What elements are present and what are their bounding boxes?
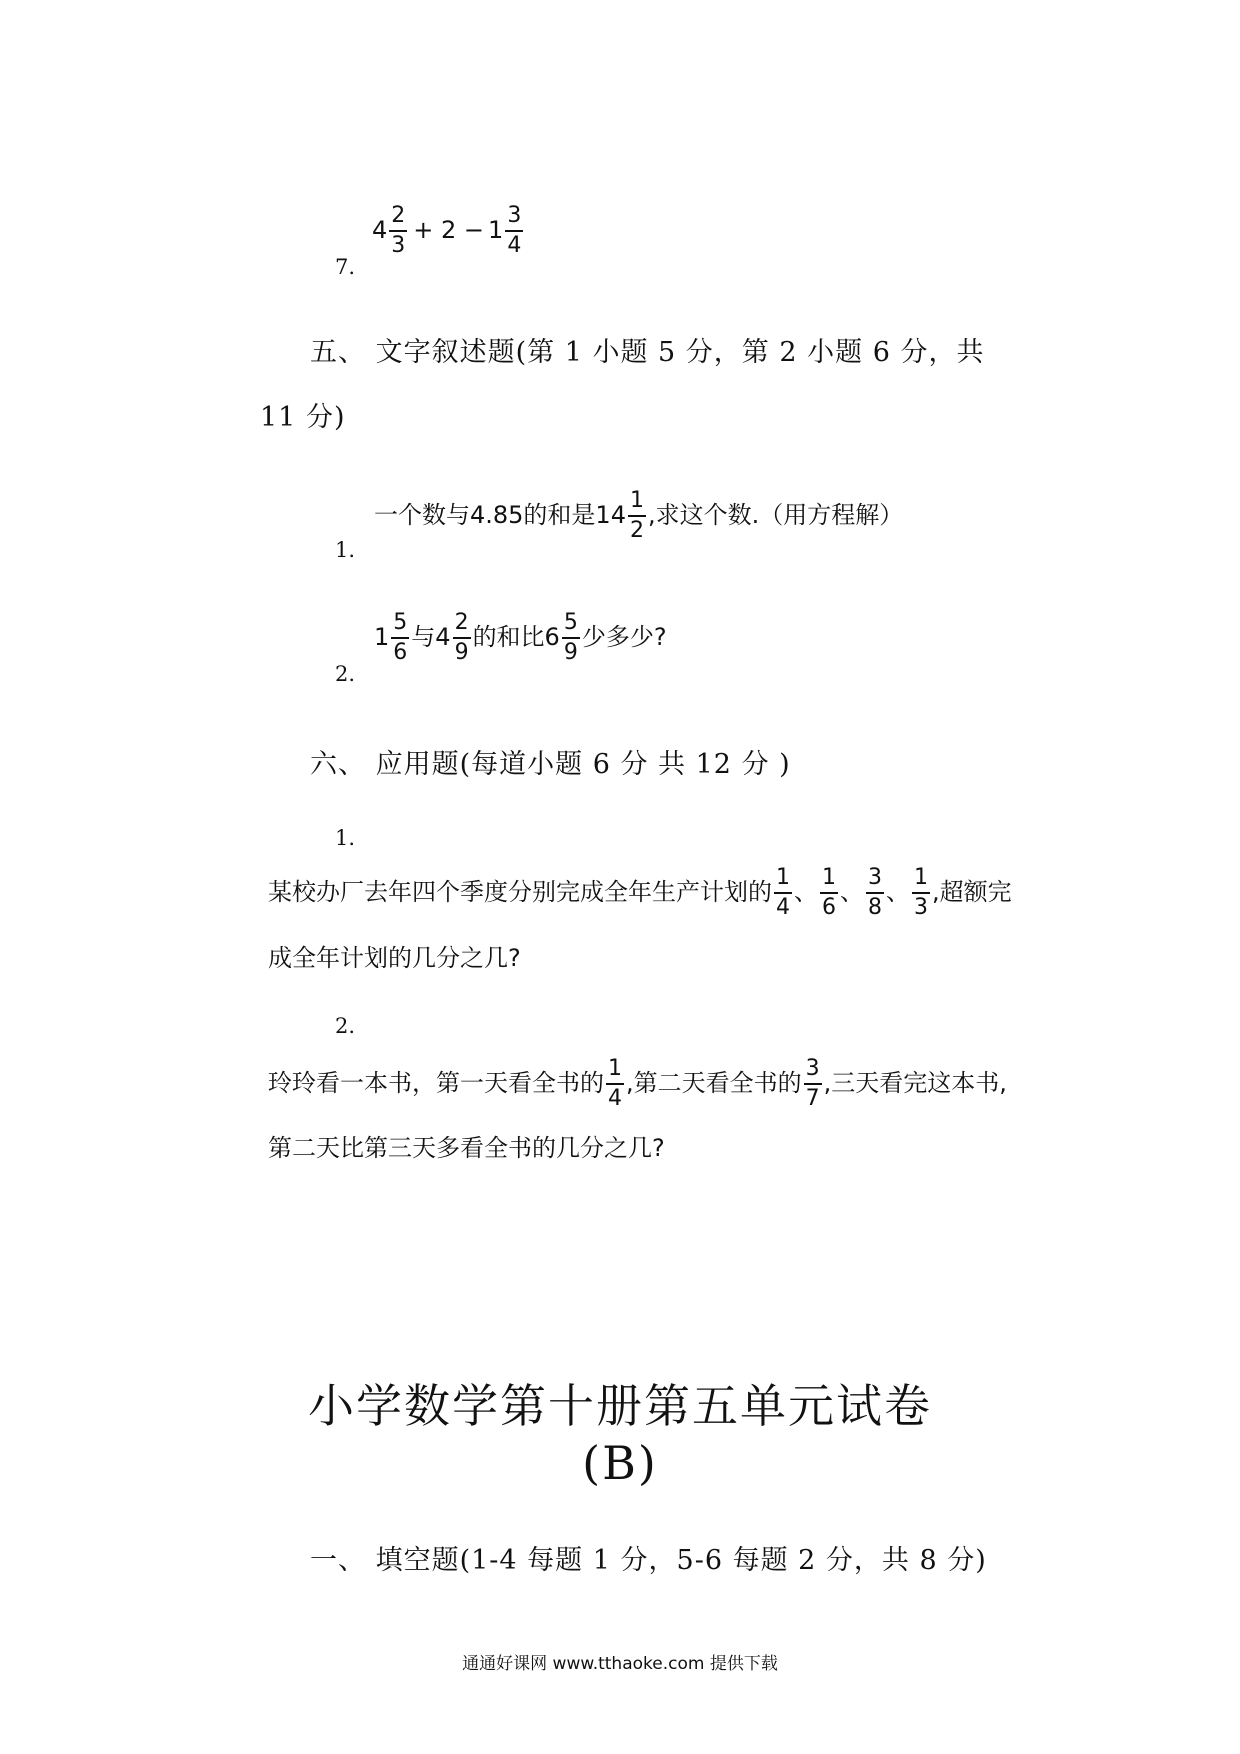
s6-p1-text: 某校办厂去年四个季度分别完成全年生产计划的 $\frac{1}{4}$ 、 $\frac{1}{6}$ 、 $\frac{3}{8}$ 、 $\frac{1}{3}$ ,超额完	[268, 865, 1012, 920]
s6-p2-number: 2.	[335, 1014, 356, 1038]
q7-expression	[372, 205, 525, 257]
page-footer: 通通好课网 www.tthaoke.com 提供下载	[462, 1654, 778, 1674]
s5-p2-fraction-3: $\frac{5}{9}$	[563, 610, 578, 665]
s5-p2-text: 1 $\frac{5}{6}$ 与4 $\frac{2}{9}$ 的和比6 $\frac{5}{9}$ 少多少?	[374, 610, 667, 665]
q7-whole2: 1	[488, 216, 504, 244]
s6-p1-line2: 成全年计划的几分之几?	[268, 944, 521, 972]
test-title-line1: 小学数学第十册第五单元试卷	[308, 1379, 932, 1433]
s5-p1-text: 一个数与4.85的和是14 $\frac{1}{2}$ ,求这个数.（用方程解）	[374, 488, 904, 543]
s5-p2-fraction-1: $\frac{5}{6}$	[393, 610, 408, 665]
s6-p2-text: 玲玲看一本书，第一天看全书的 $\frac{1}{4}$ ,第二天看全书的 $\frac{3}{7}$ ,三天看完这本书,	[268, 1056, 1007, 1111]
test-title-line2: (B)	[582, 1436, 658, 1490]
s6-p1-fraction-1: $\frac{1}{4}$	[776, 865, 790, 920]
s5-p2-number: 2.	[335, 662, 356, 686]
s5-p2-fraction-2: $\frac{2}{9}$	[454, 610, 469, 665]
s6-p1-number: 1.	[335, 826, 356, 850]
q7-whole1: 4	[372, 216, 388, 244]
s5-p1-number: 1.	[335, 538, 356, 562]
q7-operators: + 2 −	[413, 216, 485, 244]
q7-number: 7.	[335, 255, 356, 279]
section1-heading: 一、 填空题(1-4 每题 1 分，5-6 每题 2 分，共 8 分)	[310, 1545, 987, 1576]
s6-p2-line2: 第二天比第三天多看全书的几分之几?	[268, 1134, 665, 1162]
s6-p2-fraction-2: $\frac{3}{7}$	[805, 1056, 820, 1111]
q7-fraction-1: $\frac{2}{3}$	[391, 203, 406, 258]
section5-heading-line1: 五、 文字叙述题(第 1 小题 5 分，第 2 小题 6 分，共	[310, 337, 985, 368]
section5-heading-line2: 11 分)	[260, 402, 346, 433]
s6-p1-fraction-4: $\frac{1}{3}$	[914, 865, 928, 920]
s6-p2-fraction-1: $\frac{1}{4}$	[608, 1056, 622, 1111]
s6-p1-fraction-3: $\frac{3}{8}$	[868, 865, 882, 920]
s5-p1-fraction: $\frac{1}{2}$	[629, 488, 644, 543]
s6-p1-fraction-2: $\frac{1}{6}$	[822, 865, 836, 920]
q7-fraction-2: $\frac{3}{4}$	[507, 203, 522, 258]
section6-heading: 六、 应用题(每道小题 6 分 共 12 分 )	[310, 749, 791, 780]
